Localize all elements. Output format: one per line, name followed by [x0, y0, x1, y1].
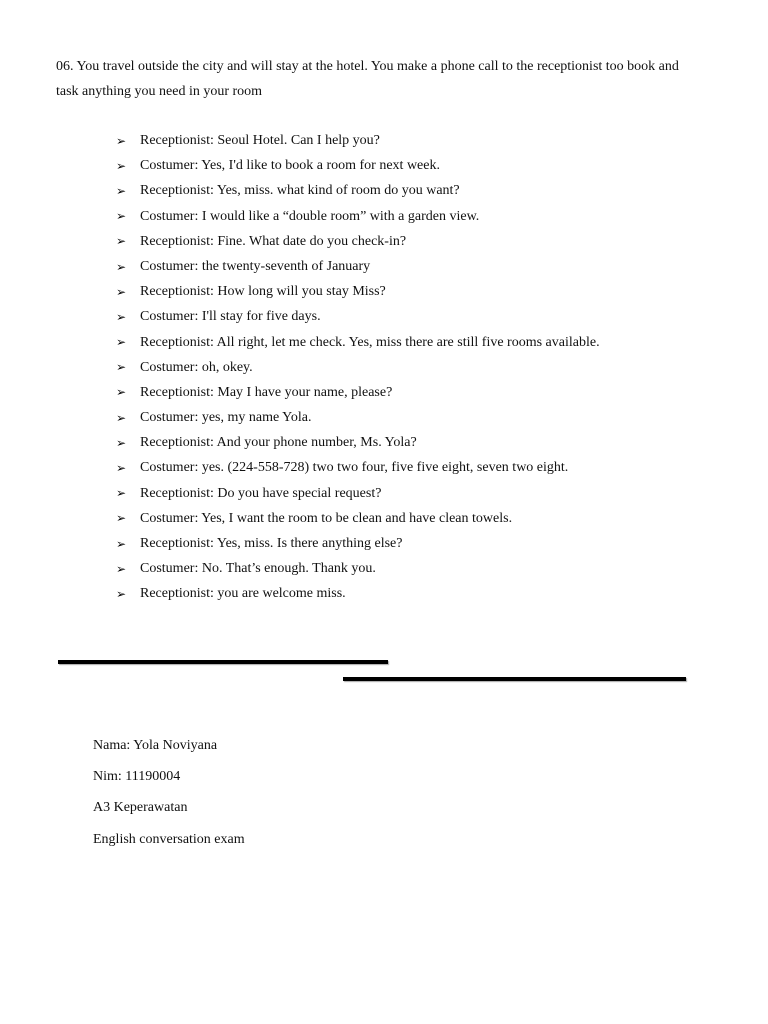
- dialogue-text: Receptionist: Yes, miss. what kind of room do you want?: [140, 183, 460, 199]
- arrowhead-bullet-icon: ➢: [116, 234, 127, 249]
- dialogue-text: Costumer: I'll stay for five days.: [140, 309, 321, 325]
- dialogue-text: Costumer: the twenty-seventh of January: [140, 258, 371, 274]
- arrowhead-bullet-icon: ➢: [116, 133, 127, 148]
- arrowhead-bullet-icon: ➢: [116, 335, 127, 350]
- exam-title: English conversation exam: [93, 831, 245, 847]
- dialogue-line: [116, 581, 600, 606]
- dialogue-line: [116, 178, 600, 203]
- dialogue-line: [116, 455, 600, 480]
- dialogue-text: Receptionist: May I have your name, please?: [140, 384, 393, 400]
- divider-line-left: [58, 660, 388, 664]
- dialogue-text: Costumer: No. That’s enough. Thank you.: [140, 561, 376, 577]
- dialogue-list: [116, 128, 600, 607]
- dialogue-line: [116, 556, 600, 581]
- dialogue-text: Costumer: oh, okey.: [140, 359, 253, 375]
- dialogue-text: Costumer: I would like a “double room” with a garden view.: [140, 208, 480, 224]
- dialogue-text: Costumer: Yes, I want the room to be clean and have clean towels.: [140, 510, 513, 526]
- arrowhead-bullet-icon: ➢: [116, 284, 127, 299]
- arrowhead-bullet-icon: ➢: [116, 309, 127, 324]
- dialogue-text: Receptionist: All right, let me check. Yes, miss there are still five rooms available.: [140, 334, 600, 350]
- student-name: Nama: Yola Noviyana: [93, 738, 218, 753]
- dialogue-line: [116, 128, 600, 153]
- dialogue-text: Costumer: yes. (224-558-728) two two four, five five eight, seven two eight.: [140, 460, 569, 476]
- dialogue-text: Costumer: yes, my name Yola.: [140, 410, 312, 426]
- arrowhead-bullet-icon: ➢: [116, 561, 127, 576]
- dialogue-line: [116, 380, 600, 405]
- arrowhead-bullet-icon: ➢: [116, 360, 127, 375]
- dialogue-text: Receptionist: Fine. What date do you check-in?: [140, 233, 407, 249]
- dialogue-line: [116, 204, 600, 229]
- dialogue-line: [116, 531, 600, 556]
- dialogue-text: Receptionist: Seoul Hotel. Can I help you?: [140, 133, 380, 148]
- dialogue-text: Receptionist: How long will you stay Miss?: [140, 284, 386, 300]
- divider-line-right: [343, 677, 686, 681]
- arrowhead-bullet-icon: ➢: [116, 183, 127, 198]
- arrowhead-bullet-icon: ➢: [116, 586, 127, 601]
- dialogue-line: [116, 279, 600, 304]
- arrowhead-bullet-icon: ➢: [116, 158, 127, 173]
- dialogue-text: Receptionist: And your phone number, Ms. Yola?: [140, 435, 417, 451]
- arrowhead-bullet-icon: ➢: [116, 385, 127, 400]
- dialogue-line: [116, 430, 600, 455]
- dialogue-text: Receptionist: you are welcome miss.: [140, 586, 346, 602]
- question-text: 06. You travel outside the city and will stay at the hotel. You make a phone call to the receptionist too book and task anything you need in your room: [56, 59, 679, 99]
- dialogue-line: [116, 254, 600, 279]
- dialogue-line: [116, 506, 600, 531]
- arrowhead-bullet-icon: ➢: [116, 435, 127, 450]
- arrowhead-bullet-icon: ➢: [116, 209, 127, 224]
- dialogue-text: Receptionist: Yes, miss. Is there anything else?: [140, 536, 403, 551]
- dialogue-line: [116, 355, 600, 380]
- student-identity: [93, 733, 245, 858]
- dialogue-text: Receptionist: Do you have special request?: [140, 485, 382, 501]
- dialogue-line: [116, 481, 600, 506]
- arrowhead-bullet-icon: ➢: [116, 461, 127, 476]
- dialogue-text: Costumer: Yes, I'd like to book a room for next week.: [140, 158, 440, 174]
- student-class: A3 Keperawatan: [93, 800, 188, 816]
- dialogue-line: [116, 405, 600, 430]
- arrowhead-bullet-icon: ➢: [116, 536, 127, 551]
- arrowhead-bullet-icon: ➢: [116, 486, 127, 501]
- dialogue-line: [116, 229, 600, 254]
- dialogue-line: [116, 330, 600, 355]
- arrowhead-bullet-icon: ➢: [116, 259, 127, 274]
- student-nim: Nim: 11190004: [93, 769, 181, 785]
- arrowhead-bullet-icon: ➢: [116, 410, 127, 425]
- dialogue-line: [116, 153, 600, 178]
- arrowhead-bullet-icon: ➢: [116, 511, 127, 526]
- dialogue-line: [116, 304, 600, 329]
